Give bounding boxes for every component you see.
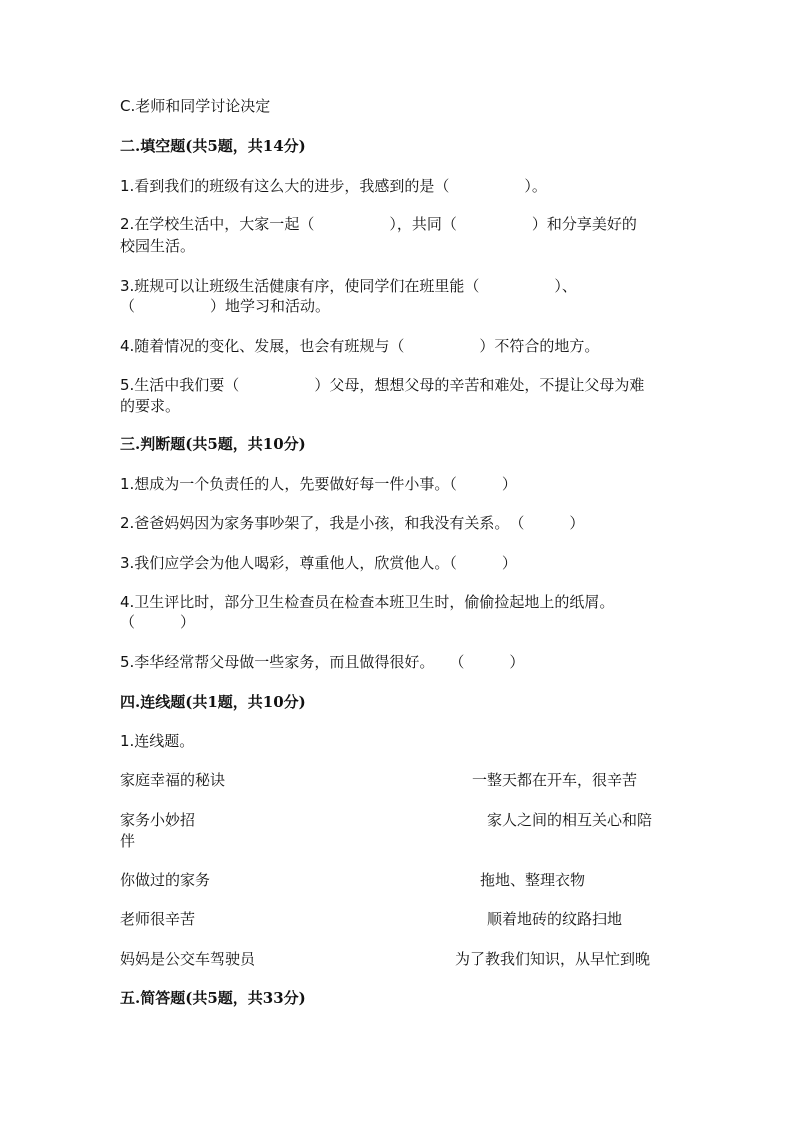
match-right-item: 拖地、整理衣物 bbox=[480, 871, 586, 889]
fill-question-4: 4.随着情况的变化、发展，也会有班规与（ ）不符合的地方。 bbox=[120, 337, 600, 355]
match-right-item: 为了教我们知识，从早忙到晚 bbox=[455, 950, 651, 968]
match-question-1: 1.连线题。 bbox=[120, 732, 195, 750]
match-left-item: 你做过的家务 bbox=[120, 871, 211, 889]
judge-question-4-line-1: 4.卫生评比时，部分卫生检查员在检查本班卫生时，偷偷捡起地上的纸屑。 bbox=[120, 593, 615, 611]
match-left-item: 家庭幸福的秘诀 bbox=[120, 771, 226, 789]
previous-option-c: C.老师和同学讨论决定 bbox=[120, 97, 271, 115]
judge-question-3: 3.我们应学会为他人喝彩，尊重他人，欣赏他人。（ ） bbox=[120, 554, 517, 572]
fill-question-5-line-1: 5.生活中我们要（ ）父母，想想父母的辛苦和难处，不提让父母为难 bbox=[120, 376, 645, 394]
fill-question-3-line-2: （ ）地学习和活动。 bbox=[120, 297, 331, 315]
section-title-short-answer: 五.简答题(共5题，共33分) bbox=[120, 989, 306, 1007]
match-left-item: 家务小妙招 bbox=[120, 811, 196, 829]
fill-question-2-line-1: 2.在学校生活中，大家一起（ ），共同（ ）和分享美好的 bbox=[120, 215, 637, 233]
match-right-item: 家人之间的相互关心和陪 bbox=[487, 811, 653, 829]
fill-question-2-line-2: 校园生活。 bbox=[120, 237, 196, 255]
judge-question-4-line-2: （ ） bbox=[120, 613, 196, 631]
match-left-item: 妈妈是公交车驾驶员 bbox=[120, 950, 256, 968]
match-right-item: 一整天都在开车，很辛苦 bbox=[472, 771, 638, 789]
judge-question-2: 2.爸爸妈妈因为家务事吵架了，我是小孩，和我没有关系。 （ ） bbox=[120, 514, 585, 532]
match-left-item: 老师很辛苦 bbox=[120, 910, 196, 928]
fill-question-5-line-2: 的要求。 bbox=[120, 397, 181, 415]
fill-question-1: 1.看到我们的班级有这么大的进步，我感到的是（ ）。 bbox=[120, 177, 547, 195]
judge-question-5: 5.李华经常帮父母做一些家务，而且做得很好。 （ ） bbox=[120, 653, 525, 671]
match-right-item: 顺着地砖的纹路扫地 bbox=[487, 910, 623, 928]
fill-question-3-line-1: 3.班规可以让班级生活健康有序，使同学们在班里能（ ）、 bbox=[120, 277, 577, 295]
match-wrap-line: 伴 bbox=[120, 832, 136, 850]
judge-question-1: 1.想成为一个负责任的人，先要做好每一件小事。（ ） bbox=[120, 475, 517, 493]
section-title-fill-blank: 二.填空题(共5题，共14分) bbox=[120, 137, 306, 155]
section-title-true-false: 三.判断题(共5题，共10分) bbox=[120, 435, 306, 453]
section-title-matching: 四.连线题(共1题，共10分) bbox=[120, 693, 306, 711]
